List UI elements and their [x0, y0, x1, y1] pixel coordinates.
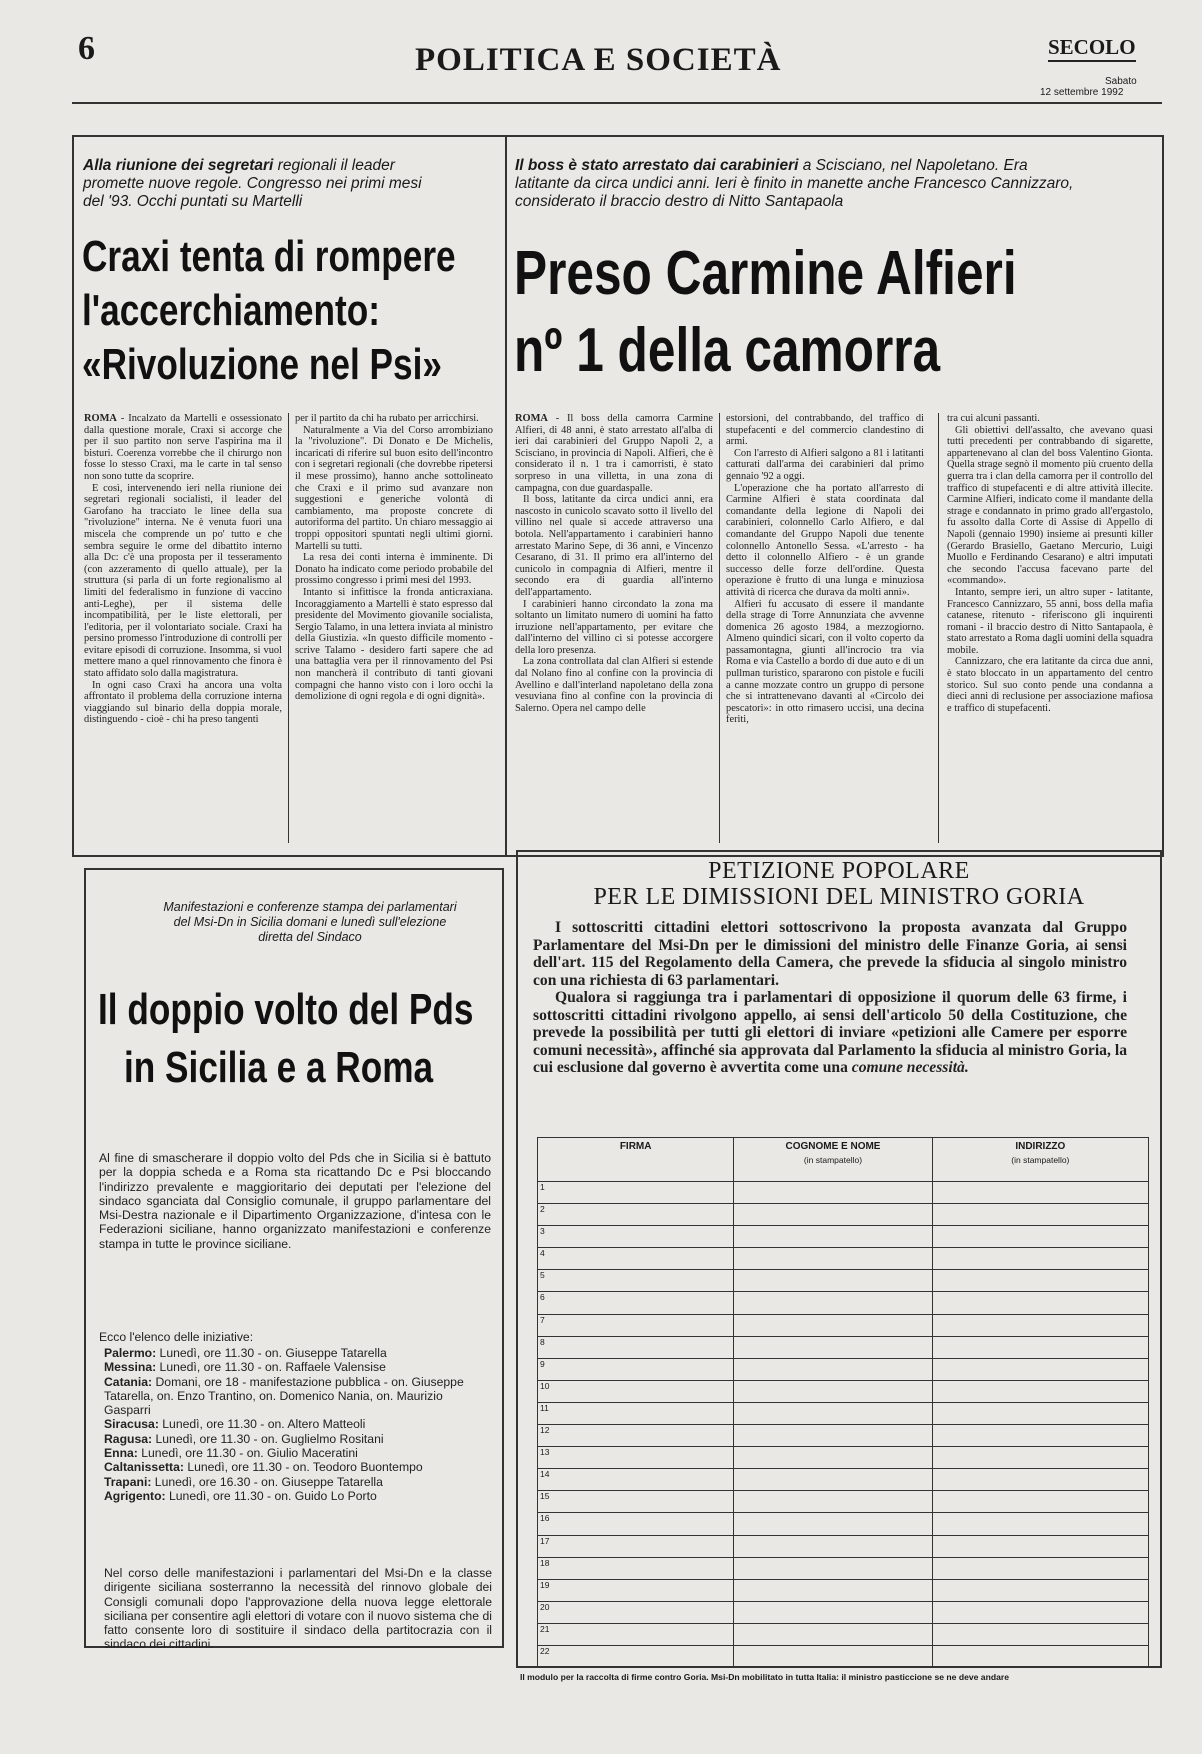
right-article-col-1 — [515, 413, 713, 845]
address-field[interactable] — [932, 1513, 1148, 1535]
right-col1-p4: La zona controllata dal clan Alfieri si estende dal Nolano fino al confine con la provincia di Avellino e dall'interland napoletano della zona vesuviana fino al confine con la provincia di Salerno. Opera nel campo delle — [515, 656, 713, 714]
signature-row — [538, 1601, 1149, 1623]
signature-field[interactable]: 2 — [538, 1204, 734, 1226]
signature-row — [538, 1447, 1149, 1469]
left-kicker-bold: Alla riunione dei segretari — [83, 157, 274, 174]
signature-row — [538, 1513, 1149, 1535]
col-firma: FIRMA — [538, 1138, 734, 1182]
signature-field[interactable]: 11 — [538, 1402, 734, 1424]
name-field[interactable] — [734, 1469, 932, 1491]
name-field[interactable] — [734, 1645, 932, 1667]
address-field[interactable] — [932, 1579, 1148, 1601]
name-field[interactable] — [734, 1182, 932, 1204]
signature-field[interactable]: 10 — [538, 1380, 734, 1402]
signature-field[interactable]: 15 — [538, 1491, 734, 1513]
event-item: Catania: Domani, ore 18 - manifestazione pubblica - on. Giuseppe Tatarella, on. Enzo Trantino, on. Domenico Nania, on. Maurizio Gasparri — [104, 1374, 464, 1418]
right-article-kicker — [515, 157, 1075, 211]
right-col1-p1: - Il boss della camorra Carmine Alfieri, di 48 anni, è stato arrestato all'alba di ieri dai carabinieri del Gruppo Napoli 2, a Scisciano, in provincia di Napoli. Alfieri, che è considerato il n. 1 tra i camorristi, è stato sorpreso in una villetta, in una zona di campagna, con due guardaspalle. — [515, 413, 713, 494]
right-col3-p3: Intanto, sempre ieri, un altro super - latitante, Francesco Cannizzaro, 55 anni, boss della mafia catanese, ritenuto - riferiscono gli inquirenti romani - il braccio destro di Nitto Santapaola, è stato arrestato a Roma dagli uomini della squadra mobile. — [947, 586, 1153, 656]
petition-title-1: PETIZIONE POPOLARE — [708, 858, 970, 884]
right-col1-p3: I carabinieri hanno circondato la zona ma soltanto un limitato numero di uomini ha fatto irruzione nell'appartamento, per evitare che dall'interno del villino ci si potesse accorgere della loro presenza. — [515, 598, 713, 656]
left-col2-p1: per il partito da chi ha rubato per arricchirsi. — [295, 413, 479, 424]
signature-row — [538, 1336, 1149, 1358]
signature-row — [538, 1226, 1149, 1248]
name-field[interactable] — [734, 1447, 932, 1469]
event-item: Messina: Lunedì, ore 11.30 - on. Raffaele Valensise — [104, 1360, 386, 1375]
petition-text — [533, 919, 1127, 1077]
left-col2-p4: Intanto si infittisce la fronda anticraxiana. Incoraggiamento a Martelli è stato espresso dal presidente del Movimento giovanile socialista, Sergio Talamo, in una lettera inviata al ministro della Giustizia. «In questo difficile momento - scrive Talamo - desidero farti sapere che ad una battaglia vera per il rinnovamento del Psi non mancherà il contributo di tanti giovani compagni che hanno visto con i loro occhi la demolizione di ogni regola e di ogni dignità». — [295, 586, 493, 703]
signature-field[interactable]: 4 — [538, 1248, 734, 1270]
signature-table — [537, 1137, 1149, 1668]
name-field[interactable] — [734, 1270, 932, 1292]
address-field[interactable] — [932, 1380, 1148, 1402]
address-field[interactable] — [932, 1292, 1148, 1314]
right-col-divider-1 — [719, 413, 720, 843]
right-article-col-3 — [947, 413, 1153, 845]
name-field[interactable] — [734, 1336, 932, 1358]
right-kicker-text: a Scisciano, nel Napoletano. Era latitante da circa undici anni. Ieri è finito in manette anche Francesco Cannizzaro, considerato il braccio destro di Nitto Santapaola — [515, 157, 1074, 210]
left-col1-p3: In ogni caso Craxi ha ancora una volta affrontato il problema della corruzione interna viaggiando sul binario della doppia morale, distinguendo - cioè - chi ha preso tangenti — [84, 679, 282, 726]
name-field[interactable] — [734, 1579, 932, 1601]
left-col1-p1: - Incalzato da Martelli e ossessionato dalla questione morale, Craxi si accorge che per il suo partito non serve l'aspirina ma il bisturi. Coerenza vorrebbe che il chirurgo non fosse lo stesso Craxi, ma le carte in tal senso non sono tutte da scoprire. — [84, 413, 282, 482]
address-field[interactable] — [932, 1402, 1148, 1424]
signature-field[interactable]: 6 — [538, 1292, 734, 1314]
signature-field[interactable]: 12 — [538, 1425, 734, 1447]
petition-para-2: Qualora si raggiunga tra i parlamentari di opposizione il quorum delle 63 firme, i sottoscritti cittadini rivolgono appello, ai sensi dell'articolo 50 della Costituzione, che prevede la possibilità per tutti gli elettori di inviare «petizioni alle Camere per esporre comuni necessità», affinché sia approvata dal Parlamento la sfiducia al ministro Goria, la cui esclusione dal governo è avvertita come una comune necessità. — [533, 989, 1127, 1076]
address-field[interactable] — [932, 1601, 1148, 1623]
address-field[interactable] — [932, 1314, 1148, 1336]
petition-para-1: I sottoscritti cittadini elettori sottoscrivono la proposta avanzata dal Gruppo Parlamentare del Msi-Dn per le dimissioni del ministro delle Finanze Goria, ai sensi dell'art. 115 del Regolamento della Camera, che prevede la sfiducia al singolo ministro con una richiesta di 63 parlamentari. — [533, 919, 1127, 989]
signature-row — [538, 1270, 1149, 1292]
left-frame-rule — [72, 135, 74, 855]
left-article-kicker — [83, 157, 443, 211]
right-frame-rule — [1162, 135, 1164, 855]
col-nome: COGNOME E NOME (in stampatello) — [734, 1138, 932, 1182]
address-field[interactable] — [932, 1645, 1148, 1667]
issue-day: Sabato — [1105, 76, 1137, 87]
address-field[interactable] — [932, 1557, 1148, 1579]
paper-logo: SECOLO — [1048, 35, 1136, 62]
name-field[interactable] — [734, 1402, 932, 1424]
signature-field[interactable]: 21 — [538, 1623, 734, 1645]
event-item: Trapani: Lunedì, ore 16.30 - on. Giuseppe Tatarella — [104, 1474, 383, 1489]
name-field[interactable] — [734, 1513, 932, 1535]
col-indirizzo: INDIRIZZO (in stampatello) — [932, 1138, 1148, 1182]
address-field[interactable] — [932, 1182, 1148, 1204]
right-headline-2: nº 1 della camorra — [514, 316, 941, 385]
address-field[interactable] — [932, 1336, 1148, 1358]
name-field[interactable] — [734, 1358, 932, 1380]
signature-field[interactable]: 16 — [538, 1513, 734, 1535]
pds-kicker: Manifestazioni e conferenze stampa dei parlamentari del Msi-Dn in Sicilia domani e lunedì sull'elezione diretta del Sindaco — [163, 900, 457, 944]
address-field[interactable] — [932, 1447, 1148, 1469]
right-headline-1: Preso Carmine Alfieri — [514, 239, 1017, 308]
right-kicker-bold: Il boss è stato arrestato dai carabinieri — [515, 157, 799, 174]
top-frame-rule — [72, 135, 1164, 137]
address-field[interactable] — [932, 1270, 1148, 1292]
signature-row — [538, 1204, 1149, 1226]
name-field[interactable] — [734, 1380, 932, 1402]
signature-row — [538, 1469, 1149, 1491]
signature-field[interactable]: 5 — [538, 1270, 734, 1292]
name-field[interactable] — [734, 1535, 932, 1557]
name-field[interactable] — [734, 1226, 932, 1248]
address-field[interactable] — [932, 1469, 1148, 1491]
signature-field[interactable]: 20 — [538, 1601, 734, 1623]
left-col-divider — [288, 413, 289, 843]
signature-field[interactable]: 14 — [538, 1469, 734, 1491]
petition-title-2: PER LE DIMISSIONI DEL MINISTRO GORIA — [593, 884, 1085, 910]
event-item: Enna: Lunedì, ore 11.30 - on. Giulio Maceratini — [104, 1446, 358, 1461]
signature-row — [538, 1314, 1149, 1336]
right-col2-p1: estorsioni, del contrabbando, del traffico di stupefacenti e del commercio clandestino di armi. — [726, 413, 924, 448]
event-item: Siracusa: Lunedì, ore 11.30 - on. Altero Matteoli — [104, 1417, 366, 1432]
right-col2-p4: Alfieri fu accusato di essere il mandante della strage di Torre Annunziata che avvenne domenica 26 agosto 1984, a mezzogiorno. Almeno quindici sicari, con il volto coperto da passamontagna, giunti all'incrocio tra via Roma e via Castello a bordo di due auto e di un pullman turistico, spararono con pistole e fucili a canne mozzate contro un gruppo di persone che si intrattenevano davanti al «Circolo dei pescatori»: in otto rimasero uccisi, una decina feriti, — [726, 598, 924, 726]
left-article-col-1 — [84, 413, 282, 845]
right-col2-p3: L'operazione che ha portato all'arresto di Carmine Alfieri è stata coordinata dal comandante della legione di Napoli dei carabinieri, colonnello Carlo Alfiero, e dal comandante del Gruppo Napoli due tenente colonnello Antonello Sessa. «L'arresto - ha detto il colonnello Alfiero - è un grande successo delle forze dell'ordine. Questa operazione è frutto di una lunga e minuziosa attività di ricerca che durava da molti anni». — [726, 482, 924, 598]
name-field[interactable] — [734, 1248, 932, 1270]
pds-closing: Nel corso delle manifestazioni i parlamentari del Msi-Dn e la classe dirigente siciliana sosterranno la necessità del rinnovo globale dei Consigli comunali dopo l'approvazione della nuova legge elettorale siciliana per consentire agli elettori di votare con il nuovo sistema che di fatto consente loro di sostituire il sindaco della partitocrazia con il sindaco dei cittadini. — [104, 1566, 492, 1652]
signature-row — [538, 1557, 1149, 1579]
address-field[interactable] — [932, 1425, 1148, 1447]
address-field[interactable] — [932, 1623, 1148, 1645]
signature-row — [538, 1425, 1149, 1447]
address-field[interactable] — [932, 1226, 1148, 1248]
signature-field[interactable]: 19 — [538, 1579, 734, 1601]
name-field[interactable] — [734, 1491, 932, 1513]
left-article-col-2 — [295, 413, 493, 845]
pds-list-title: Ecco l'elenco delle iniziative: — [99, 1330, 254, 1344]
signature-field[interactable]: 22 — [538, 1645, 734, 1667]
section-title: POLITICA E SOCIETÀ — [415, 42, 782, 78]
event-item: Agrigento: Lunedì, ore 11.30 - on. Guido Lo Porto — [104, 1488, 377, 1503]
event-item: Palermo: Lunedì, ore 11.30 - on. Giuseppe Tatarella — [104, 1346, 387, 1360]
pds-intro: Al fine di smascherare il doppio volto del Pds che in Sicilia si è battuto per la doppia scheda e a Roma sta ricattando Dc e Psi bloccando l'indirizzo prevalente e maggioritario dei deputati per l'elezione del sindaco sganciata dal Consiglio comunale, il gruppo parlamentare del Msi-Destra nazionale e il Dipartimento Organizzazione, d'intesa con le Federazioni siciliane, hanno organizzato manifestazioni e conferenze stampa in tutte le province siciliane. — [99, 1151, 491, 1251]
name-field[interactable] — [734, 1623, 932, 1645]
signature-row — [538, 1182, 1149, 1204]
event-item: Ragusa: Lunedì, ore 11.30 - on. Guglielmo Rositani — [104, 1431, 384, 1446]
signature-field[interactable]: 3 — [538, 1226, 734, 1248]
name-field[interactable] — [734, 1292, 932, 1314]
signature-row — [538, 1623, 1149, 1645]
signature-field[interactable]: 8 — [538, 1336, 734, 1358]
pds-headline-1: Il doppio volto del Pds — [98, 985, 474, 1034]
right-col3-p1: tra cui alcuni passanti. — [947, 413, 1040, 424]
address-field[interactable] — [932, 1204, 1148, 1226]
signature-row — [538, 1380, 1149, 1402]
left-headline-2: l'accerchiamento: — [82, 286, 380, 335]
left-headline-1: Craxi tenta di rompere — [82, 232, 456, 281]
signature-row — [538, 1579, 1149, 1601]
article-separator — [505, 135, 507, 855]
left-dateline: ROMA — [84, 413, 117, 424]
signature-row — [538, 1292, 1149, 1314]
name-field[interactable] — [734, 1601, 932, 1623]
address-field[interactable] — [932, 1535, 1148, 1557]
event-item: Caltanissetta: Lunedì, ore 11.30 - on. Teodoro Buontempo — [104, 1460, 423, 1475]
left-col2-p3: La resa dei conti interna è imminente. Di Donato ha indicato come periodo probabile del prossimo congresso i primi mesi del 1993. — [295, 552, 493, 587]
signature-row — [538, 1491, 1149, 1513]
signature-field[interactable]: 13 — [538, 1447, 734, 1469]
left-headline-3: «Rivoluzione nel Psi» — [82, 340, 442, 389]
right-col-divider-2 — [938, 413, 939, 843]
issue-date: 12 settembre 1992 — [1040, 87, 1124, 98]
signature-field[interactable]: 1 — [538, 1182, 734, 1204]
pds-events — [104, 1346, 490, 1503]
signature-field[interactable]: 18 — [538, 1557, 734, 1579]
page-number: 6 — [78, 30, 95, 67]
signature-field[interactable]: 17 — [538, 1535, 734, 1557]
masthead-rule — [72, 102, 1162, 104]
right-col2-p2: Con l'arresto di Alfieri salgono a 81 i latitanti catturati dall'arma dei carabinieri dal primo gennaio '92 a oggi. — [726, 447, 924, 482]
address-field[interactable] — [932, 1248, 1148, 1270]
address-field[interactable] — [932, 1358, 1148, 1380]
signature-field[interactable]: 9 — [538, 1358, 734, 1380]
left-col2-p2: Naturalmente a Via del Corso arrombiziano la "rivoluzione". Di Donato e De Michelis, incaricati di riferire sul buon esito dell'incontro con i segretari regionali (che dovrebbe ripetersi il mese prossimo), hanno anche sottolineato che Craxi e il primo sud avanzare non suggestioni e generiche volontà di cambiamento, ma proposte concrete di autoriforma del partito. Un chiaro messaggio ai troppi oppositori spuntati negli ultimi giorni. Martelli su tutti. — [295, 424, 493, 552]
right-dateline: ROMA — [515, 413, 548, 424]
right-article-col-2 — [726, 413, 924, 845]
right-col3-p4: Cannizzaro, che era latitante da circa due anni, è stato bloccato in un appartamento del centro storico. Sul suo conto pende una condanna a dieci anni di reclusione per associazione mafiosa e traffico di stupefacenti. — [947, 656, 1153, 714]
right-col1-p2: Il boss, latitante da circa undici anni, era nascosto in cunicolo scavato sotto il livello del villino nel quale si accede attraverso una botola. Nell'appartamento i carabinieri hanno arrestato Marino Sepe, di 36 anni, e Vincenzo Cesarano, di 31. Il primo era all'interno del cunicolo in compagnia di Alfieri, mentre il secondo era di guardia all'interno dell'appartamento. — [515, 494, 713, 598]
signature-row — [538, 1358, 1149, 1380]
pds-headline-2: in Sicilia e a Roma — [124, 1043, 434, 1092]
signature-row — [538, 1535, 1149, 1557]
left-kicker-text: regionali il leader promette nuove regole. Congresso nei primi mesi del '93. Occhi puntati su Martelli — [83, 157, 422, 210]
signature-row — [538, 1645, 1149, 1667]
petition-footer: Il modulo per la raccolta di firme contro Goria. Msi-Dn mobilitato in tutta Italia: il ministro pasticcione se ne deve andare — [520, 1672, 1009, 1682]
right-col3-p2: Gli obiettivi dell'assalto, che avevano quasi tutti precedenti per contrabbando di sigarette, appartenevano al clan del boss Valentino Gionta. Quella strage segnò il momento più cruento della guerra tra i clan della camorra per il controllo del traffico di stupefacenti e di altre attività illecite. Carmine Alfieri, indicato come il mandante della strage e condannato in primo grado all'ergastolo, fu assolto dalla Corte di Assise di Appello di Napoli (gennaio 1990) insieme ai presunti killer (Gerardo Brasiello, Gaetano Mercurio, Luigi Muollo e Ferdinando Cesarano) e altri imputati che secondo l'accusa facevano parte del «commando». — [947, 424, 1153, 587]
name-field[interactable] — [734, 1425, 932, 1447]
address-field[interactable] — [932, 1491, 1148, 1513]
signature-field[interactable]: 7 — [538, 1314, 734, 1336]
name-field[interactable] — [734, 1314, 932, 1336]
left-col1-p2: E così, intervenendo ieri nella riunione dei segretari regionali socialisti, il leader del Garofano ha tracciato le linee della sua "rivoluzione" interna. Ne è venuta fuori una miscela che comprende un po' tutto e che sembra seguire le orme del dibattito interno alla Dc: c'è una proposta per il tesseramento (con azzeramento di quello attuale), per la struttura (si parla di un forte regionalismo al limiti del federalismo in funzione di vaccino anti-Leghe), per il sistema delle incompatibilità, per le liste elettorali, per l'editoria, per il volontariato sociale. Craxi ha persino promesso l'introduzione di controlli per evitare episodi di corruzione. Insomma, si vuol mettere mano a quel rinnovamento che finora è stato affidato solo dalla magistratura. — [84, 482, 282, 680]
name-field[interactable] — [734, 1557, 932, 1579]
name-field[interactable] — [734, 1204, 932, 1226]
signature-row — [538, 1248, 1149, 1270]
signature-row — [538, 1402, 1149, 1424]
